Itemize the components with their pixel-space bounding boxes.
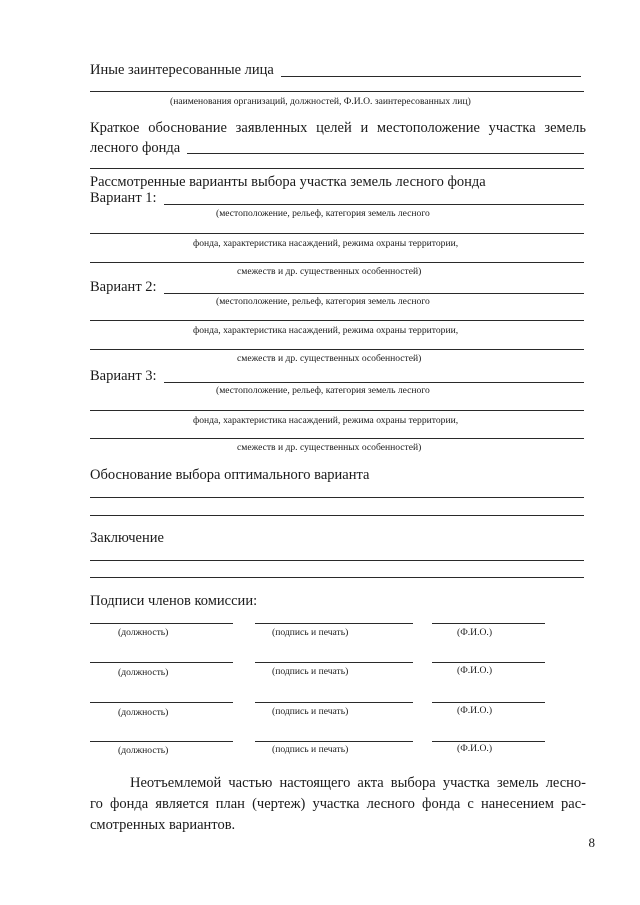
signature-fio-field[interactable] [432,623,545,624]
variant-2-caption-1: (местоположение, рельеф, категория земель лесного [216,296,430,307]
variant-1-caption-2: фонда, характеристика насаждений, режима охраны территории, [193,238,459,249]
signature-sign-field[interactable] [255,741,413,742]
variant-3-label: Вариант 3: [90,368,157,384]
variant-1-caption-1: (местоположение, рельеф, категория земель лесного [216,208,430,219]
closing-line-2: го фонда является план (чертеж) участка лесного фонда с нанесением рас- [90,796,586,812]
closing-line-3: смотренных вариантов. [90,817,236,833]
signature-fio-field[interactable] [432,662,545,663]
signature-fio-caption: (Ф.И.О.) [457,743,493,754]
variant-3-caption-1: (местоположение, рельеф, категория земель лесного [216,385,430,396]
signature-sign-caption: (подпись и печать) [272,706,349,717]
signature-sign-field[interactable] [255,623,413,624]
optimal-variant-field-2[interactable] [90,515,584,516]
conclusion-field-1[interactable] [90,560,584,561]
signature-sign-caption: (подпись и печать) [272,627,349,638]
interested-persons-caption: (наименования организаций, должностей, Ф.И.О. заинтересованных лиц) [170,96,471,107]
conclusion-field-2[interactable] [90,577,584,578]
justification-line-1: Краткое обоснование заявленных целей и местоположение участка земель [90,120,586,136]
variant-2-field[interactable] [164,293,584,294]
variant-1-field-3[interactable] [90,262,584,263]
variant-2-caption-2: фонда, характеристика насаждений, режима охраны территории, [193,325,459,336]
signature-sign-field[interactable] [255,662,413,663]
signature-sign-caption: (подпись и печать) [272,666,349,677]
signatures-heading: Подписи членов комиссии: [90,593,258,609]
signature-position-caption: (должность) [118,667,169,678]
justification-field-2[interactable] [90,168,584,169]
variant-3-field-2[interactable] [90,410,584,411]
signature-position-field[interactable] [90,623,233,624]
variant-3-caption-3: смежеств и др. существенных особенностей) [237,442,422,453]
signature-position-field[interactable] [90,702,233,703]
variants-heading: Рассмотренные варианты выбора участка земель лесного фонда [90,174,486,190]
interested-persons-field-2[interactable] [90,91,584,92]
variant-3-field-3[interactable] [90,438,584,439]
interested-persons-field[interactable] [281,76,581,77]
variant-1-caption-3: смежеств и др. существенных особенностей) [237,266,422,277]
variant-2-field-2[interactable] [90,320,584,321]
signature-sign-caption: (подпись и печать) [272,744,349,755]
conclusion-label: Заключение [90,530,164,546]
interested-persons-label: Иные заинтересованные лица [90,62,274,78]
signature-position-field[interactable] [90,662,233,663]
justification-field[interactable] [187,153,584,154]
page-number: 8 [588,835,595,850]
variant-3-field[interactable] [164,382,584,383]
variant-1-field[interactable] [164,204,584,205]
signature-fio-field[interactable] [432,741,545,742]
signature-fio-caption: (Ф.И.О.) [457,705,493,716]
signature-fio-field[interactable] [432,702,545,703]
variant-2-field-3[interactable] [90,349,584,350]
optimal-variant-field-1[interactable] [90,497,584,498]
signature-position-caption: (должность) [118,707,169,718]
signature-position-caption: (должность) [118,627,169,638]
justification-line-2: лесного фонда [90,140,181,156]
signature-fio-caption: (Ф.И.О.) [457,665,493,676]
signature-fio-caption: (Ф.И.О.) [457,627,493,638]
variant-3-caption-2: фонда, характеристика насаждений, режима охраны территории, [193,415,459,426]
variant-1-field-2[interactable] [90,233,584,234]
variant-2-label: Вариант 2: [90,279,157,295]
signature-position-caption: (должность) [118,745,169,756]
signature-position-field[interactable] [90,741,233,742]
closing-line-1: Неотъемлемой частью настоящего акта выбора участка земель лесно- [130,775,586,791]
signature-sign-field[interactable] [255,702,413,703]
optimal-variant-label: Обоснование выбора оптимального варианта [90,467,370,483]
variant-2-caption-3: смежеств и др. существенных особенностей) [237,353,422,364]
variant-1-label: Вариант 1: [90,190,157,206]
